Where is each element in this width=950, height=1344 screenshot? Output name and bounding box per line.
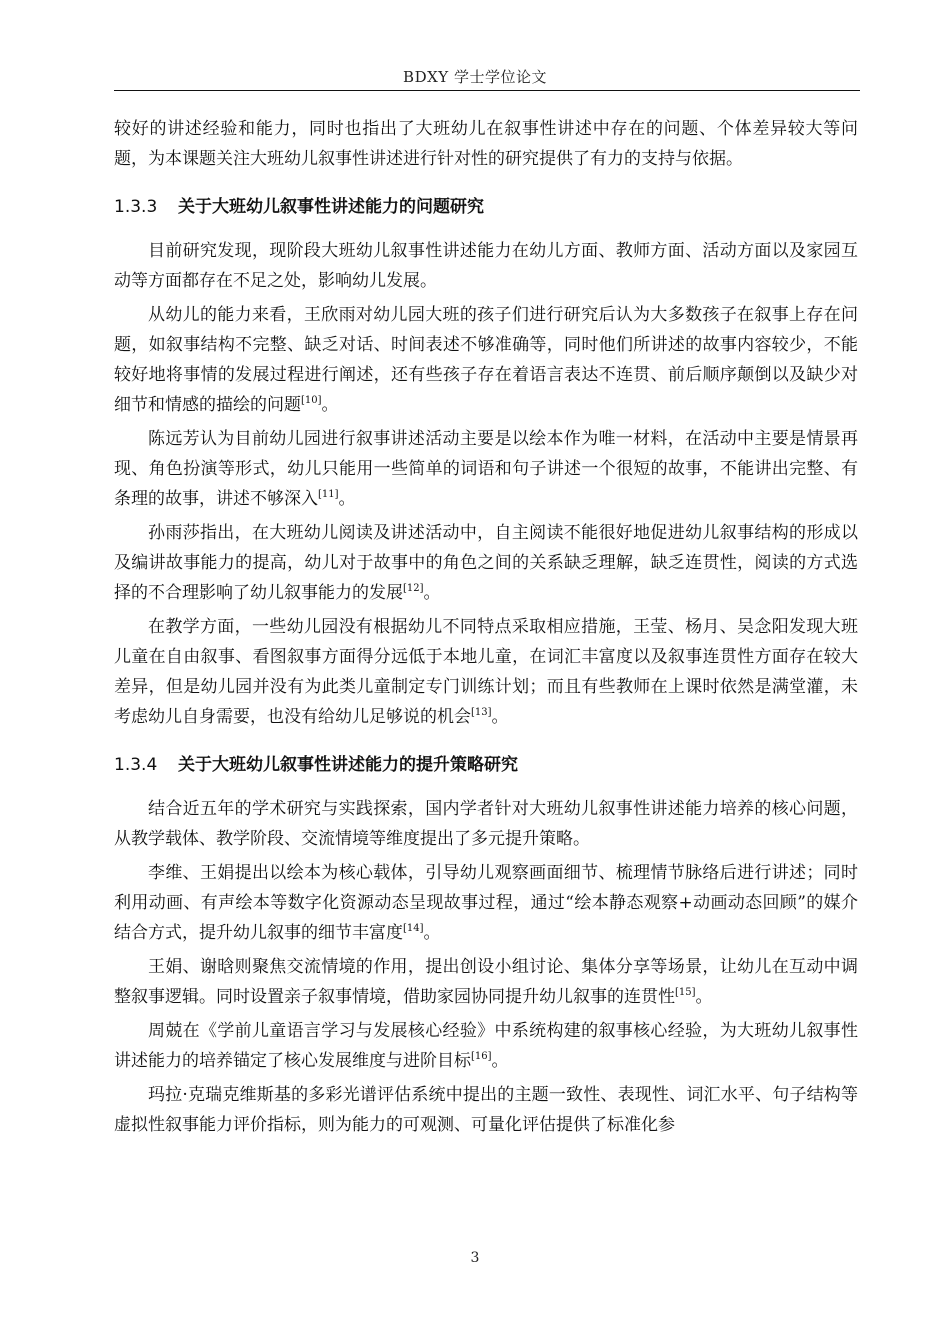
citation-ref: [10] [301, 395, 322, 406]
citation-ref: [11] [318, 489, 339, 500]
running-header: BDXY 学士学位论文 [403, 68, 547, 86]
paragraph: 较好的讲述经验和能力，同时也指出了大班幼儿在叙事性讲述中存在的问题、个体差异较大等问题，为本课题关注大班幼儿叙事性讲述进行针对性的研究提供了有力的支持与依据。 [114, 119, 858, 169]
paragraph: 结合近五年的学术研究与实践探索，国内学者针对大班幼儿叙事性讲述能力培养的核心问题，从教学载体、教学阶段、交流情境等维度提出了多元提升策略。 [114, 799, 858, 849]
citation-ref: [15] [675, 987, 696, 998]
paragraph-text: 在教学方面，一些幼儿园没有根据幼儿不同特点采取相应措施，王莹、杨月、吴念阳发现大班儿童在自由叙事、看图叙事方面得分远低于本地儿童，在词汇丰富度以及叙事连贯性方面存在较大差异，但是幼儿园并没有为此类儿童制定专门训练计划；而且有些教师在上课时依然是满堂灌，未考虑幼儿自身需要，也没有给幼儿足够说的机会 [114, 617, 858, 727]
citation-ref: [12] [403, 583, 424, 594]
paragraph [114, 952, 858, 1012]
section-title: 关于大班幼儿叙事性讲述能力的问题研究 [178, 197, 484, 217]
paragraph-end: 。 [423, 583, 441, 603]
section-number: 1.3.4 [114, 755, 158, 775]
paragraph-text: 陈远芳认为目前幼儿园进行叙事讲述活动主要是以绘本作为唯一材料，在活动中主要是情景再现、角色扮演等形式，幼儿只能用一些简单的词语和句子讲述一个很短的故事，不能讲出完整、有条理的故事，讲述不够深入 [114, 429, 858, 509]
citation-ref: [14] [403, 923, 424, 934]
paragraph [114, 1016, 858, 1076]
paragraph-end: 。 [491, 707, 509, 727]
section-title: 关于大班幼儿叙事性讲述能力的提升策略研究 [178, 755, 518, 775]
body-text [114, 114, 858, 1144]
paragraph-text: 李维、王娟提出以绘本为核心载体，引导幼儿观察画面细节、梳理情节脉络后进行讲述；同时利用动画、有声绘本等数字化资源动态呈现故事过程，通过“绘本静态观察+动画动态回顾”的媒介结合方式，提升幼儿叙事的细节丰富度 [114, 863, 858, 943]
paragraph-text: 从幼儿的能力来看，王欣雨对幼儿园大班的孩子们进行研究后认为大多数孩子在叙事上存在问题，如叙事结构不完整、缺乏对话、时间表述不够准确等，同时他们所讲述的故事内容较少，不能较好地将事情的发展过程进行阐述，还有些孩子存在着语言表达不连贯、前后顺序颠倒以及缺少对细节和情感的描绘的问题 [114, 305, 858, 415]
paragraph [114, 300, 858, 420]
paragraph: 目前研究发现，现阶段大班幼儿叙事性讲述能力在幼儿方面、教师方面、活动方面以及家园互动等方面都存在不足之处，影响幼儿发展。 [114, 241, 858, 291]
paragraph-end: 。 [338, 489, 356, 509]
paragraph-text: 孙雨莎指出，在大班幼儿阅读及讲述活动中，自主阅读不能很好地促进幼儿叙事结构的形成以及编讲故事能力的提高，幼儿对于故事中的角色之间的关系缺乏理解，缺乏连贯性，阅读的方式选择的不合理影响了幼儿叙事能力的发展 [114, 523, 858, 603]
paragraph-end: 。 [321, 395, 339, 415]
paragraph-end: 。 [423, 923, 441, 943]
section-number: 1.3.3 [114, 197, 158, 217]
paragraph [114, 424, 858, 514]
paragraph [114, 518, 858, 608]
paragraph-text: 王娟、谢晗则聚焦交流情境的作用，提出创设小组讨论、集体分享等场景，让幼儿在互动中调整叙事逻辑。同时设置亲子叙事情境，借助家园协同提升幼儿叙事的连贯性 [114, 957, 858, 1007]
citation-ref: [16] [471, 1051, 492, 1062]
paragraph [114, 612, 858, 732]
paragraph-end: 。 [491, 1051, 509, 1071]
section-heading-1-3-4 [114, 750, 858, 780]
paragraph-text: 周兢在《学前儿童语言学习与发展核心经验》中系统构建的叙事核心经验，为大班幼儿叙事性讲述能力的培养锚定了核心发展维度与进阶目标 [114, 1021, 858, 1071]
paragraph-end: 。 [695, 987, 713, 1007]
citation-ref: [13] [471, 707, 492, 718]
header-rule [114, 90, 860, 91]
page-number: 3 [470, 1250, 480, 1266]
section-heading-1-3-3 [114, 192, 858, 222]
paragraph [114, 858, 858, 948]
paragraph: 玛拉·克瑞克维斯基的多彩光谱评估系统中提出的主题一致性、表现性、词汇水平、句子结构等虚拟性叙事能力评价指标，则为能力的可观测、可量化评估提供了标准化参 [114, 1085, 858, 1135]
